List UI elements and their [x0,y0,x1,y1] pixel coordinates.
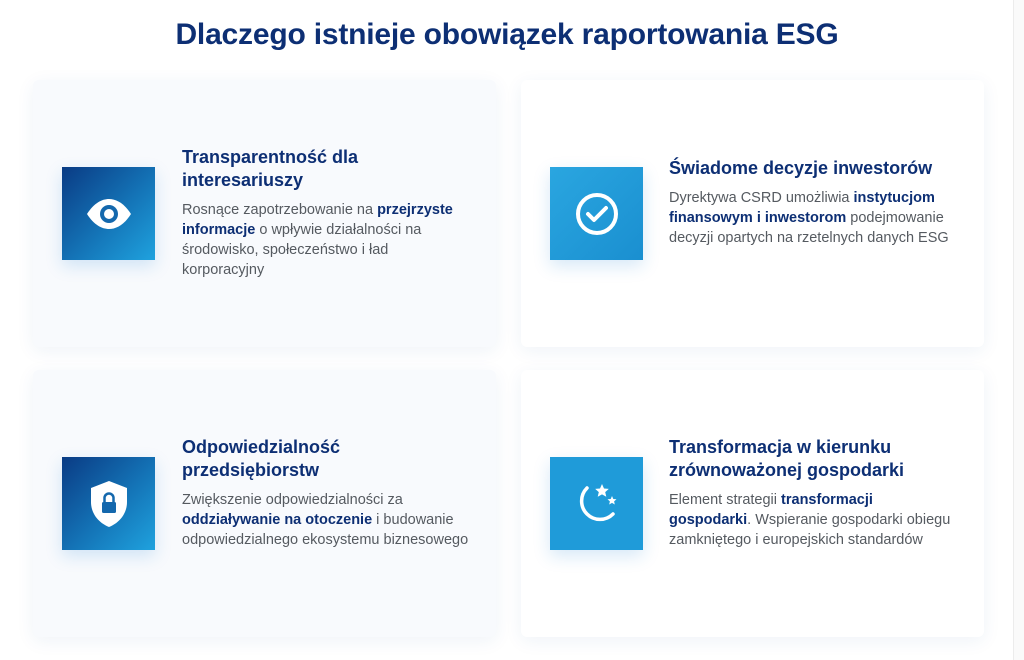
card-responsibility [33,370,496,637]
highlight-text: oddziaływanie na otoczenie [182,512,373,528]
moon-stars-icon [550,457,643,550]
check-circle-icon [550,167,643,260]
highlight-text: transformacji gospodarki [669,492,873,528]
card-investors [521,80,984,347]
body-text: o wpływie działalności na środowisko, społeczeństwo i ład korporacyjny [182,222,422,278]
highlight-text: instytucjom finansowym i inwestorom [669,190,935,226]
card-body [182,200,472,280]
card-body [669,188,959,248]
page-title: Dlaczego istnieje obowiązek raportowania ESG [175,18,839,51]
card-transformation [521,370,984,637]
body-text: Dyrektywa CSRD umożliwia [669,190,854,206]
card-transparency [33,80,496,347]
scrollbar[interactable] [1013,0,1024,660]
shield-lock-icon [62,457,155,550]
eye-icon [62,167,155,260]
card-body [182,490,472,550]
body-text: podejmowanie decyzji opartych na rzetelnych danych ESG [669,210,949,246]
highlight-text: przejrzyste informacje [182,202,453,238]
card-title: Odpowiedzialność przedsiębiorstw [182,437,341,480]
body-text: Zwiększenie odpowiedzialności za [182,492,403,508]
card-title: Transparentność dla interesariuszy [182,147,359,190]
card-title: Świadome decyzje inwestorów [669,158,933,178]
body-text: . Wspieranie gospodarki obiegu zamkniętego i europejskich standardów [669,512,951,548]
card-body [669,490,959,550]
body-text: Rosnące zapotrzebowanie na [182,202,378,218]
body-text: i budowanie odpowiedzialnego ekosystemu biznesowego [182,512,469,548]
body-text: Element strategii [669,492,782,508]
card-title: Transformacja w kierunku zrównoważonej gospodarki [669,437,905,480]
